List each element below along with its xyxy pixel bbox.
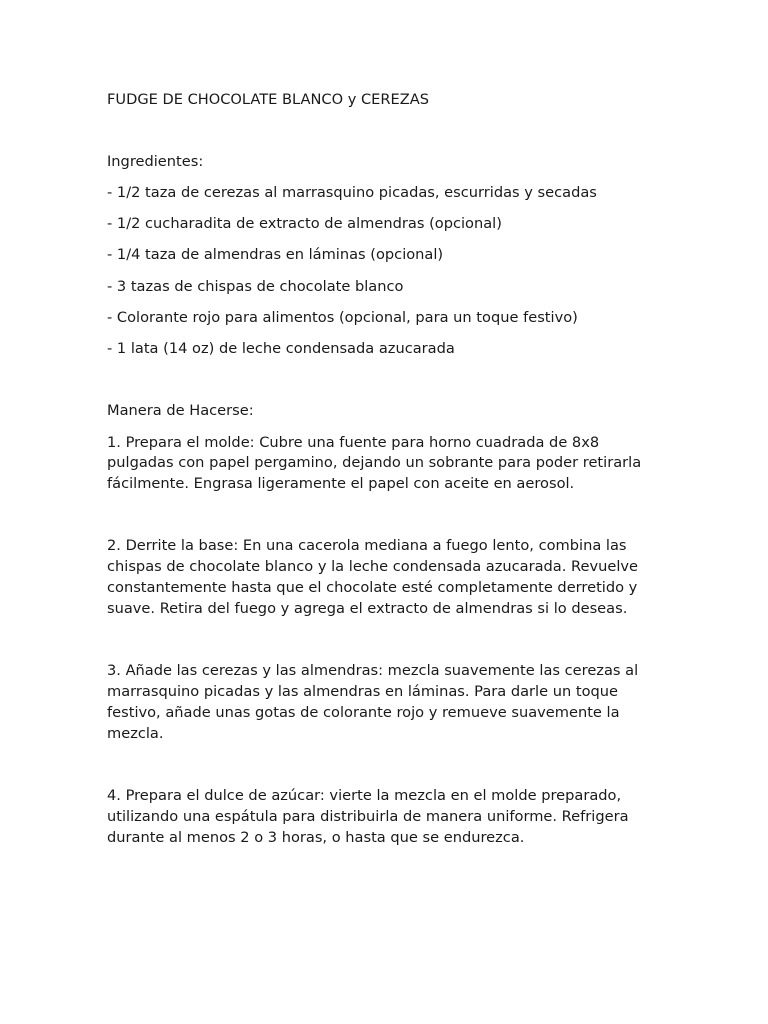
recipe-title: FUDGE DE CHOCOLATE BLANCO y CEREZAS: [107, 91, 429, 108]
ingredient-item: - 1/2 cucharadita de extracto de almendras (opcional): [107, 215, 502, 233]
ingredients-list: [107, 183, 667, 360]
ingredient-item: - Colorante rojo para alimentos (opcional, para un toque festivo): [107, 308, 578, 326]
ingredients-heading: Ingredientes:: [107, 152, 204, 170]
method-step: 2. Derrite la base: En una cacerola mediana a fuego lento, combina las chispas de chocolate blanco y la leche condensada azucarada. Revuelve constantemente hasta que el chocolate esté completamente derretido y suave. Retira del fuego y agrega el extracto de almendras si lo deseas.: [107, 537, 639, 617]
ingredient-item: - 1/2 taza de cerezas al marrasquino picadas, escurridas y secadas: [107, 183, 597, 201]
ingredient-item: - 1 lata (14 oz) de leche condensada azucarada: [107, 339, 455, 357]
method-step: 1. Prepara el molde: Cubre una fuente para horno cuadrada de 8x8 pulgadas con papel pergamino, dejando un sobrante para poder retirarla fácilmente. Engrasa ligeramente el papel con aceite en aerosol.: [107, 433, 642, 493]
method-step: 4. Prepara el dulce de azúcar: vierte la mezcla en el molde preparado, utilizando una espátula para distribuirla de manera uniforme. Refrigera durante al menos 2 o 3 horas, o hasta que se endurezca.: [107, 787, 629, 846]
ingredient-item: - 3 tazas de chispas de chocolate blanco: [107, 277, 404, 295]
document-content: [107, 90, 667, 848]
method-step: 3. Añade las cerezas y las almendras: mezcla suavemente las cerezas al marrasquino picadas y las almendras en láminas. Para darle un toque festivo, añade unas gotas de colorante rojo y remueve suavemente la mezcla.: [107, 662, 639, 742]
ingredient-item: - 1/4 taza de almendras en láminas (opcional): [107, 246, 444, 264]
method-heading: Manera de Hacerse:: [107, 402, 254, 420]
method-steps: [107, 433, 667, 849]
